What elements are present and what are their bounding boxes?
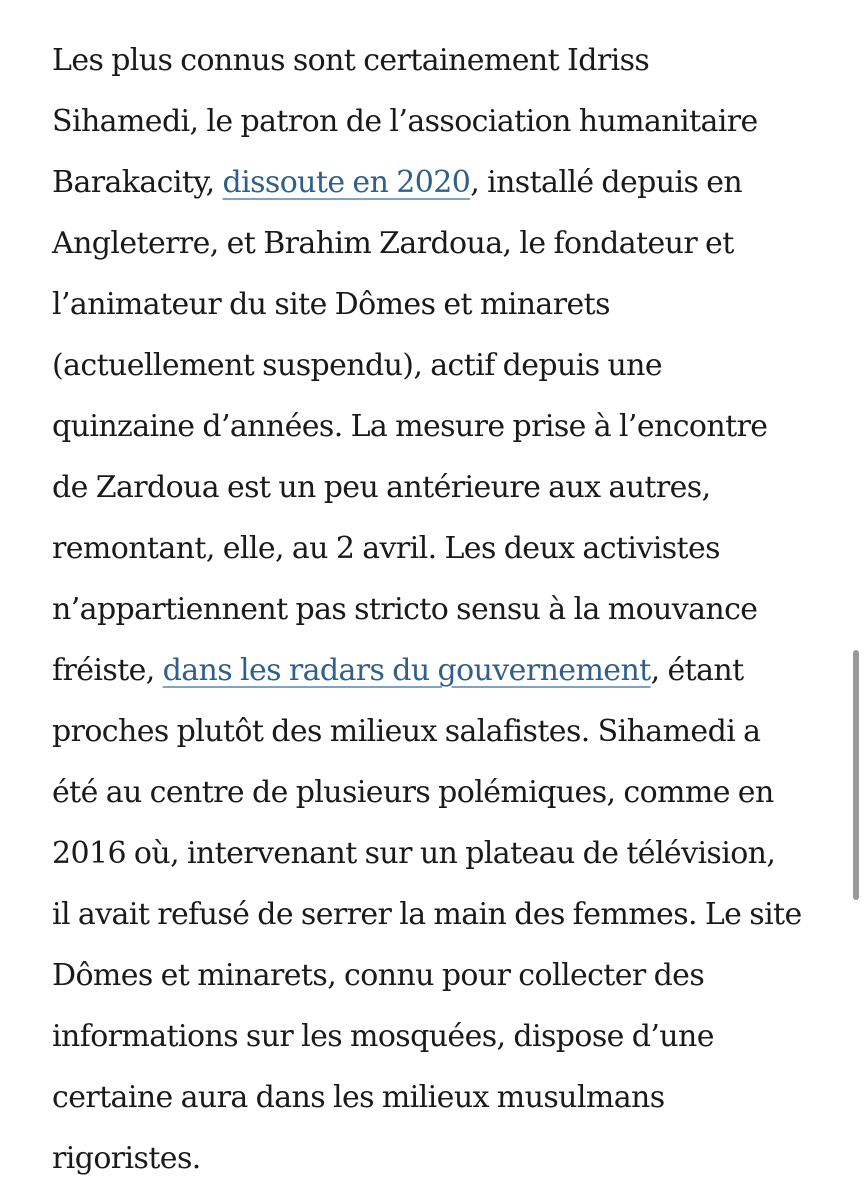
- line-text: Barakacity,: [52, 165, 223, 200]
- line-text: , installé depuis en: [470, 165, 743, 200]
- paragraph-line: 2016 où, intervenant sur un plateau de télévision,: [52, 836, 776, 871]
- paragraph-line: [52, 152, 852, 213]
- paragraph-line: Les plus connus sont certainement Idriss: [52, 43, 650, 78]
- paragraph-line: quinzaine d’années. La mesure prise à l’encontre: [52, 409, 768, 444]
- paragraph-line: proches plutôt des milieux salafistes. Sihamedi a: [52, 714, 761, 749]
- paragraph-line: Dômes et minarets, connu pour collecter des: [52, 958, 705, 993]
- article-paragraph: [52, 30, 852, 1189]
- line-text: , étant: [650, 653, 744, 688]
- paragraph-line: rigoristes.: [52, 1141, 201, 1176]
- link-dissoute-en-2020[interactable]: dissoute en 2020: [222, 165, 471, 200]
- scrollbar-thumb[interactable]: [853, 650, 859, 900]
- paragraph-line: Sihamedi, le patron de l’association humanitaire: [52, 104, 758, 139]
- paragraph-line: été au centre de plusieurs polémiques, comme en: [52, 775, 774, 810]
- paragraph-line: certaine aura dans les milieux musulmans: [52, 1080, 665, 1115]
- line-text: fréiste,: [52, 653, 163, 688]
- paragraph-line: il avait refusé de serrer la main des femmes. Le site: [52, 897, 802, 932]
- paragraph-line: [52, 640, 852, 701]
- paragraph-line: de Zardoua est un peu antérieure aux autres,: [52, 470, 711, 505]
- link-dans-les-radars-du-gouvernement[interactable]: dans les radars du gouvernement: [162, 653, 651, 688]
- paragraph-line: l’animateur du site Dômes et minarets: [52, 287, 610, 322]
- paragraph-line: remontant, elle, au 2 avril. Les deux activistes: [52, 531, 720, 566]
- paragraph-line: n’appartiennent pas stricto sensu à la mouvance: [52, 592, 758, 627]
- paragraph-line: Angleterre, et Brahim Zardoua, le fondateur et: [52, 226, 734, 261]
- paragraph-line: (actuellement suspendu), actif depuis une: [52, 348, 663, 383]
- paragraph-line: informations sur les mosquées, dispose d’une: [52, 1019, 714, 1054]
